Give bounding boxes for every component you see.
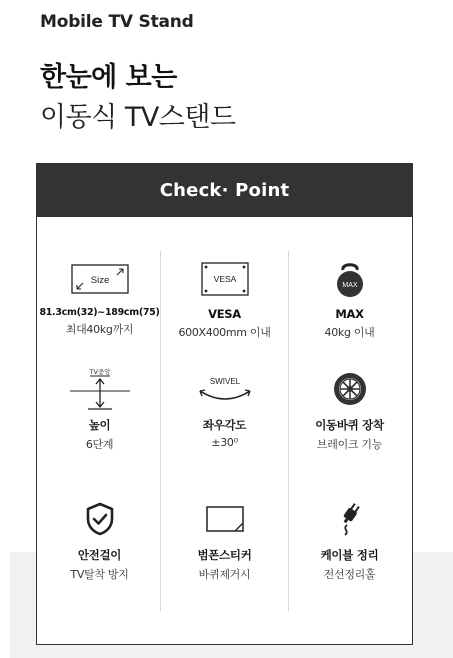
feature-title: MAX <box>335 307 364 321</box>
header <box>40 12 194 32</box>
feature-bumper-sticker <box>162 497 287 582</box>
feature-desc: 6단계 <box>85 438 114 451</box>
feature-cable <box>287 497 412 582</box>
wheel-icon <box>287 367 412 411</box>
feature-wheel <box>287 367 412 452</box>
feature-size <box>37 257 162 337</box>
svg-text:SWIVEL: SWIVEL <box>209 377 240 386</box>
vesa-icon <box>162 257 287 301</box>
product-subtitle: Mobile TV Stand <box>40 12 194 32</box>
check-point-card <box>36 163 413 645</box>
feature-desc: 최대40kg까지 <box>65 323 134 336</box>
card-header <box>37 164 412 217</box>
screen-size-icon <box>37 257 162 301</box>
feature-safety-hook <box>37 497 162 582</box>
feature-title: 높이 <box>88 418 111 432</box>
swivel-icon <box>162 367 287 411</box>
svg-text:Size: Size <box>90 275 109 286</box>
feature-desc: 브레이크 기능 <box>316 438 383 451</box>
feature-desc: TV탈착 방지 <box>70 568 129 581</box>
feature-title: 좌우각도 <box>202 418 247 432</box>
feature-title: 범폰스티커 <box>197 548 252 562</box>
feature-max <box>287 257 412 340</box>
card-title: Check· Point <box>159 180 290 201</box>
feature-height <box>37 367 162 452</box>
feature-title: 이동바퀴 장착 <box>315 418 384 432</box>
page-headline: 한눈에 보는 <box>40 62 177 93</box>
cable-plug-icon <box>287 497 412 541</box>
feature-title: VESA <box>208 307 241 321</box>
feature-desc: 40kg 이내 <box>324 326 375 339</box>
feature-vesa <box>162 257 287 340</box>
weight-icon <box>287 257 412 301</box>
feature-title: 케이블 정리 <box>320 548 379 562</box>
shield-check-icon <box>37 497 162 541</box>
feature-desc: 전선정리홀 <box>323 568 376 581</box>
svg-text:VESA: VESA <box>213 274 236 284</box>
feature-title: 81.3cm(32)~189cm(75) <box>39 307 160 318</box>
feature-swivel <box>162 367 287 449</box>
feature-desc: 600X400mm 이내 <box>178 326 271 339</box>
svg-text:TV중앙: TV중앙 <box>89 368 110 376</box>
svg-text:MAX: MAX <box>341 282 358 289</box>
feature-desc: ±30⁰ <box>211 436 238 449</box>
height-icon <box>37 367 162 411</box>
bumper-sticker-icon <box>162 497 287 541</box>
page-subheadline: 이동식 TV스탠드 <box>40 102 236 133</box>
feature-desc: 바퀴제거시 <box>198 568 251 581</box>
feature-title: 안전걸이 <box>77 548 122 562</box>
